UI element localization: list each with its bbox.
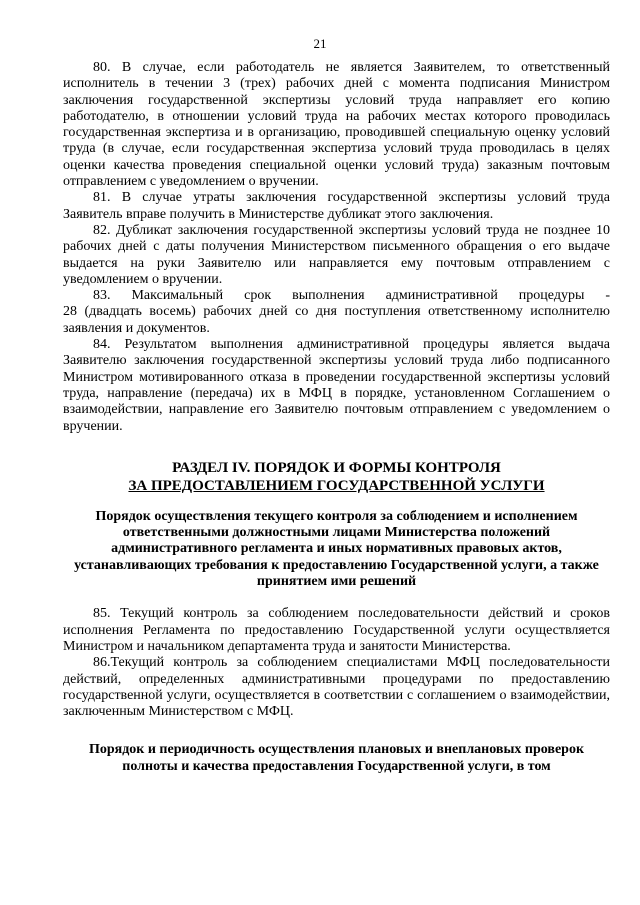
paragraph-86: 86.Текущий контроль за соблюдением специалистами МФЦ последовательности действий, определенных административными процедурами по предоставлению государственной услуги, осуществляется в соответствии с соглашением о взаимодействии, заключенным Министерством с МФЦ. — [63, 655, 610, 720]
section-heading-line1: РАЗДЕЛ IV. ПОРЯДОК И ФОРМЫ КОНТРОЛЯ — [172, 459, 501, 476]
paragraph-83-line1: 83. Максимальный срок выполнения административной процедуры - — [93, 288, 610, 304]
paragraph-83-continuation: 28 (двадцать восемь) рабочих дней со дня поступления ответственному исполнителю заявления и документов. — [63, 304, 610, 336]
subsection-heading-inspections: Порядок и периодичность осуществления плановых и внеплановых проверок полноты и качества предоставления Государственной услуги, в том — [88, 742, 585, 774]
page-number: 21 — [313, 36, 327, 51]
paragraph-80: 80. В случае, если работодатель не является Заявителем, то ответственный исполнитель в течении 3 (трех) рабочих дней с момента подписания Министром заключения государственной экспертизы условий труда направляет его копию работодателю, в отношении условий труда на рабочих местах которого проводилась государственная экспертиза и в организацию, проводившей специальную оценку условий труда (в случае, если государственная экспертиза условий труда проводилась в целях оценки качества проведения специальной оценки условий труда) заказным почтовым отправлением с уведомлением о вручении. — [63, 60, 610, 190]
paragraph-82: 82. Дубликат заключения государственной экспертизы условий труда не позднее 10 рабочих дней с даты получения Министерством письменного обращения о его выдаче выдается на руки Заявителю или направляется ему почтовым отправлением с уведомлением о вручении. — [63, 222, 610, 287]
subsection-heading-current-control: Порядок осуществления текущего контроля за соблюдением и исполнением ответственными должностными лицами Министерства положений административного регламента и иных нормативных правовых актов, устанавливающих требования к предоставлению Государственной услуги, а также принятием ими решений — [74, 508, 599, 590]
paragraph-81: 81. В случае утраты заключения государственной экспертизы условий труда Заявитель вправе получить в Министерстве дубликат этого заключения. — [63, 190, 610, 222]
spacer — [63, 590, 610, 606]
document-body — [63, 60, 610, 775]
paragraph-84: 84. Результатом выполнения административной процедуры является выдача Заявителю заключения государственной экспертизы условий труда либо подписанного Министром мотивированного отказа в проведении государственной экспертизы условий труда, направление (передача) их в МФЦ в порядке, установленном Соглашением о взаимодействии, направление его Заявителю почтовым отправлением с уведомлением о вручении. — [63, 337, 610, 434]
section-heading — [63, 459, 610, 495]
paragraph-85: 85. Текущий контроль за соблюдением последовательности действий и сроков исполнения Регламента по предоставлению Государственной услуги осуществляется Министром и начальником департамента труда и занятости Министерства. — [63, 606, 610, 654]
section-heading-line2: ЗА ПРЕДОСТАВЛЕНИЕМ ГОСУДАРСТВЕННОЙ УСЛУГИ — [128, 477, 545, 494]
